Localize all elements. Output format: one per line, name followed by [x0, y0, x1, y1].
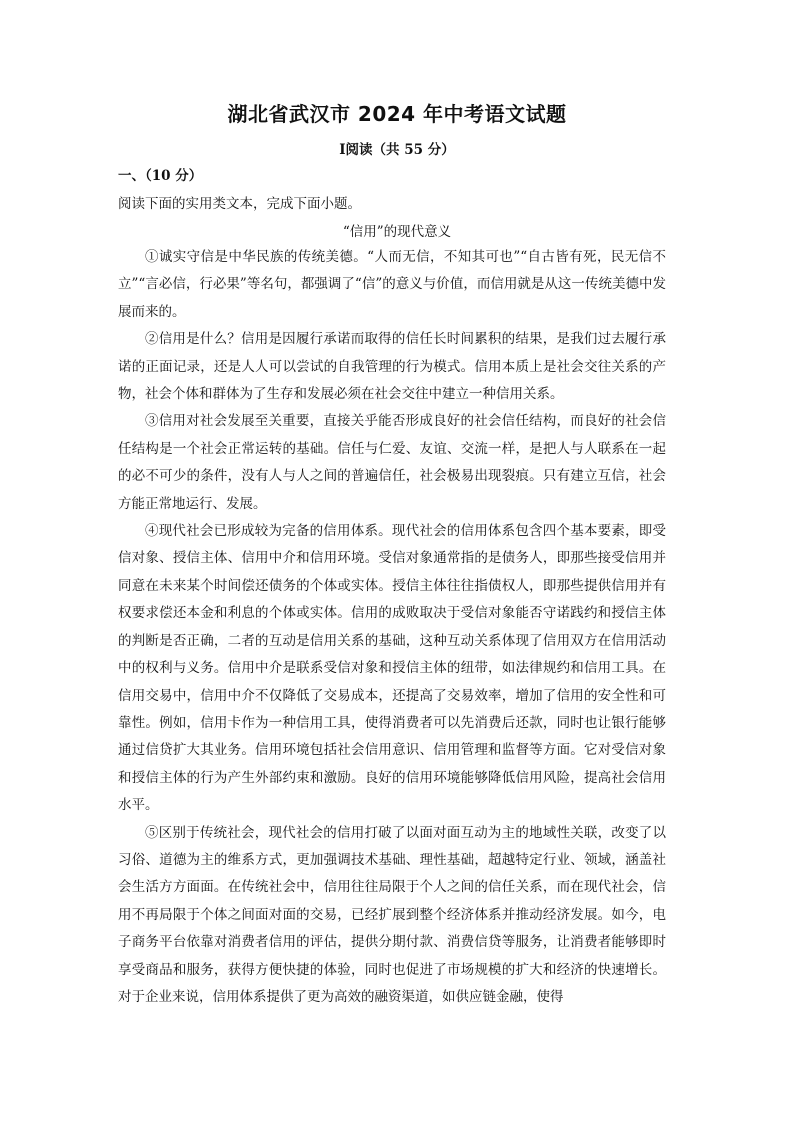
- article-body: [118, 244, 666, 1011]
- part-heading: Ⅰ阅读（共 55 分）: [339, 142, 455, 158]
- paragraph-5: ⑤区别于传统社会，现代社会的信用打破了以面对面互动为主的地域性关联，改变了以习俗、道德为主的维系方式，更加强调技术基础、理性基础，超越特定行业、领域，涵盖社会生活方方面面。在传统社会中，信用往往局限于个人之间的信任关系，而在现代社会，信用不再局限于个体之间面对面的交易，已经扩展到整个经济体系并推动经济发展。如今，电子商务平台依靠对消费者信用的评估，提供分期付款、消费信贷等服务，让消费者能够即时享受商品和服务，获得方便快捷的体验，同时也促进了市场规模的扩大和经济的快速增长。对于企业来说，信用体系提供了更为高效的融资渠道，如供应链金融，使得: [118, 824, 666, 1005]
- instruction-text: 阅读下面的实用类文本，完成下面小题。: [118, 196, 361, 212]
- paragraph-4: ④现代社会已形成较为完备的信用体系。现代社会的信用体系包含四个基本要素，即受信对象、授信主体、信用中介和信用环境。受信对象通常指的是债务人，即那些接受信用并同意在未来某个时间偿还债务的个体或实体。授信主体往往指债权人，即那些提供信用并有权要求偿还本金和利息的个体或实体。信用的成败取决于受信对象能否守诺践约和授信主体的判断是否正确，二者的互动是信用关系的基础，这种互动关系体现了信用双方在信用活动中的权利与义务。信用中介是联系受信对象和授信主体的纽带，如法律规约和信用工具。在信用交易中，信用中介不仅降低了交易成本，还提高了交易效率，增加了信用的安全性和可靠性。例如，信用卡作为一种信用工具，使得消费者可以先消费后还款，同时也让银行能够通过信贷扩大其业务。信用环境包括社会信用意识、信用管理和监督等方面。它对受信对象和授信主体的行为产生外部约束和激励。良好的信用环境能够降低信用风险，提高社会信用水平。: [118, 523, 666, 814]
- paragraph-2: ②信用是什么？信用是因履行承诺而取得的信任长时间累积的结果，是我们过去履行承诺的正面记录，还是人人可以尝试的自我管理的行为模式。信用本质上是社会交往关系的产物，社会个体和群体为了生存和发展必须在社会交往中建立一种信用关系。: [118, 331, 666, 403]
- paragraph-3: ③信用对社会发展至关重要，直接关乎能否形成良好的社会信任结构，而良好的社会信任结构是一个社会正常运转的基础。信任与仁爱、友谊、交流一样，是把人与人联系在一起的必不可少的条件，没有人与人之间的普遍信任，社会极易出现裂痕。只有建立互信，社会方能正常地运行、发展。: [118, 413, 666, 512]
- section-heading: 一、（10 分）: [118, 168, 203, 184]
- paragraph-1: ①诚实守信是中华民族的传统美德。“人而无信，不知其可也”“自古皆有死，民无信不立”“言必信，行必果”等名句，都强调了“信”的意义与价值，而信用就是从这一传统美德中发展而来的。: [118, 249, 666, 320]
- article-title: “信用”的现代意义: [342, 224, 452, 240]
- page-title: 湖北省武汉市 2024 年中考语文试题: [227, 102, 567, 126]
